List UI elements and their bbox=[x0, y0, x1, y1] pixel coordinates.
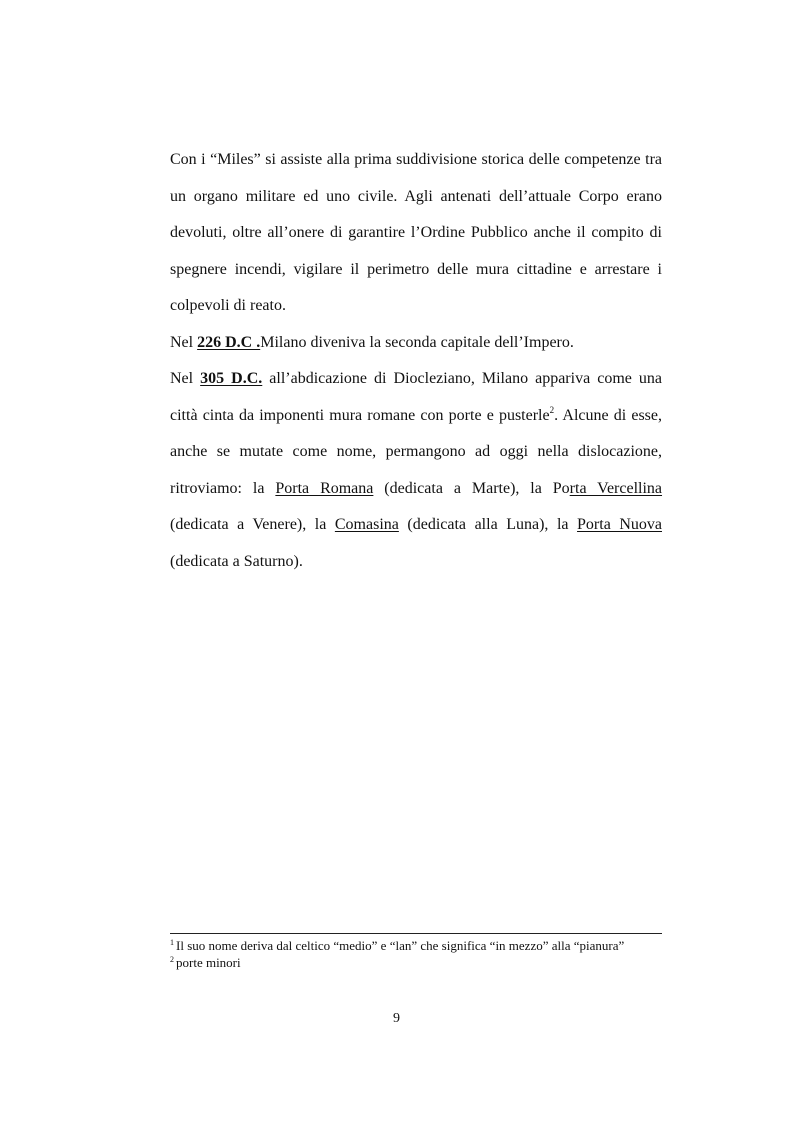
gate-porta-romana: Porta Romana bbox=[275, 479, 374, 497]
footnote-2-text: porte minori bbox=[176, 955, 241, 970]
footnotes bbox=[170, 937, 662, 971]
paragraph-miles bbox=[170, 142, 662, 325]
paragraph-305-text-c: (dedicata a Marte), la Po bbox=[373, 479, 570, 497]
footnote-1-text: Il suo nome deriva dal celtico “medio” e “lan” che significa “in mezzo” alla “pianura” bbox=[176, 938, 625, 953]
paragraph-305 bbox=[170, 361, 662, 580]
page-number: 9 bbox=[393, 1011, 400, 1026]
paragraph-miles-text: Con i “Miles” si assiste alla prima suddivisione storica delle competenze tra un organo militare ed uno civile. Agli antenati dell’attuale Corpo erano devoluti, oltre all’onere di garantire l’Ordine Pubblico anche il compito di spegnere incendi, vigilare il perimetro delle mura cittadine e arrestare i colpevoli di reato. bbox=[170, 151, 662, 314]
paragraph-226 bbox=[170, 325, 662, 362]
footnote-2-number: 2 bbox=[170, 955, 174, 964]
footnote-ref-2: 2 bbox=[549, 404, 555, 415]
date-226: 226 D.C . bbox=[197, 333, 261, 351]
paragraph-305-text-a: all’abdicazione di Diocleziano, Milano appariva come una città cinta da imponenti mura romane con porte e pusterle bbox=[170, 370, 662, 424]
paragraph-305-text-f: (dedicata a Saturno). bbox=[170, 552, 303, 570]
paragraph-226-prefix: Nel bbox=[170, 333, 198, 351]
paragraph-305-text-b: . Alcune di esse, anche se mutate come nome, permangono ad oggi nella dislocazione, ritroviamo: la bbox=[170, 406, 662, 497]
footnote-1-number: 1 bbox=[170, 938, 174, 947]
paragraph-305-text-e: (dedicata alla Luna), la bbox=[398, 516, 578, 533]
footnote-2 bbox=[170, 954, 662, 971]
body-text bbox=[170, 142, 662, 580]
date-305: 305 D.C. bbox=[200, 370, 263, 387]
footnote-divider bbox=[170, 933, 662, 934]
gate-porta-vercellina: rta Vercellina bbox=[569, 479, 663, 497]
gate-porta-nuova: Porta Nuova bbox=[577, 516, 662, 533]
gate-comasina: Comasina bbox=[334, 516, 399, 533]
paragraph-305-text-d: (dedicata a Venere), la bbox=[170, 516, 335, 533]
footnote-1 bbox=[170, 937, 662, 954]
paragraph-226-text: Milano diveniva la seconda capitale dell’Impero. bbox=[260, 333, 574, 351]
paragraph-305-prefix: Nel bbox=[170, 370, 201, 387]
